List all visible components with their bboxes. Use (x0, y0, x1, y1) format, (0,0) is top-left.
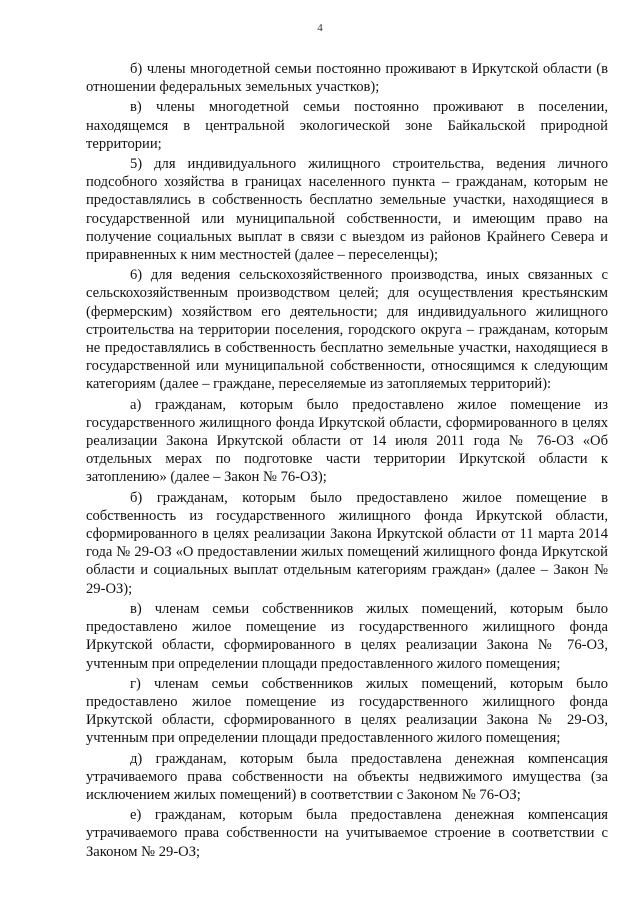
paragraph: в) члены многодетной семьи постоянно проживают в поселении, находящемся в центральной экологической зоне Байкальской природной территории; (86, 99, 608, 152)
paragraph: б) гражданам, которым было предоставлено жилое помещение в собственность из государственного жилищного фонда Иркутской области, сформированного в целях реализации Закона Иркутской области от 11 марта 2014 года № 29-ОЗ «О предоставлении жилых помещений жилищного фонда Иркутской области и социальных выплат отдельным категориям граждан» (далее – Закон № 29-ОЗ); (86, 489, 608, 597)
paragraph: г) членам семьи собственников жилых помещений, которым было предоставлено жилое помещение из государственного жилищного фонда Иркутской области, сформированного в целях реализации Закона № 29-ОЗ, учтенным при определении площади предоставленного жилого помещения; (86, 675, 608, 747)
paragraph: 5) для индивидуального жилищного строительства, ведения личного подсобного хозяйства в границах населенного пункта – гражданам, которым не предоставлялись в собственность бесплатно земельные участки, находящиеся в государственной или муниципальной собственности, и имеющим право на получение социальных выплат в связи с выездом из районов Крайнего Севера и приравненных к ним местностей (далее – переселенцы); (86, 156, 608, 264)
paragraph: а) гражданам, которым было предоставлено жилое помещение из государственного жилищного фонда Иркутской области, сформированного в целях реализации Закона Иркутской области от 14 июля 2011 года № 76-ОЗ «Об отдельных мерах по подготовке части территории Иркутской области к затоплению» (далее – Закон № 76-ОЗ); (86, 396, 608, 486)
paragraph: в) членам семьи собственников жилых помещений, которым было предоставлено жилое помещение из государственного жилищного фонда Иркутской области, сформированного в целях реализации Закона № 76-ОЗ, учтенным при определении площади предоставленного жилого помещения; (86, 600, 608, 672)
page-number: 4 (317, 22, 323, 34)
document-body (86, 60, 608, 863)
paragraph: е) гражданам, которым была предоставлена денежная компенсация утрачиваемого права собственности на учитываемое строение в соответствии с Законом № 29-ОЗ; (86, 807, 608, 860)
paragraph: б) члены многодетной семьи постоянно проживают в Иркутской области (в отношении федеральных земельных участков); (86, 61, 608, 96)
paragraph: 6) для ведения сельскохозяйственного производства, иных связанных с сельскохозяйственным производством целей; для осуществления крестьянским (фермерским) хозяйством его деятельности; для индивидуального жилищного строительства на территории поселения, городского округа – гражданам, которым не предоставлялись в собственность бесплатно земельные участки, находящиеся в государственной или муниципальной собственности, относящимся к следующим категориям (далее – граждане, переселяемые из затопляемых территорий): (86, 267, 608, 393)
paragraph: д) гражданам, которым была предоставлена денежная компенсация утрачиваемого права собственности на объекты недвижимого имущества (за исключением жилых помещений) в соответствии с Законом № 76-ОЗ; (86, 750, 608, 803)
